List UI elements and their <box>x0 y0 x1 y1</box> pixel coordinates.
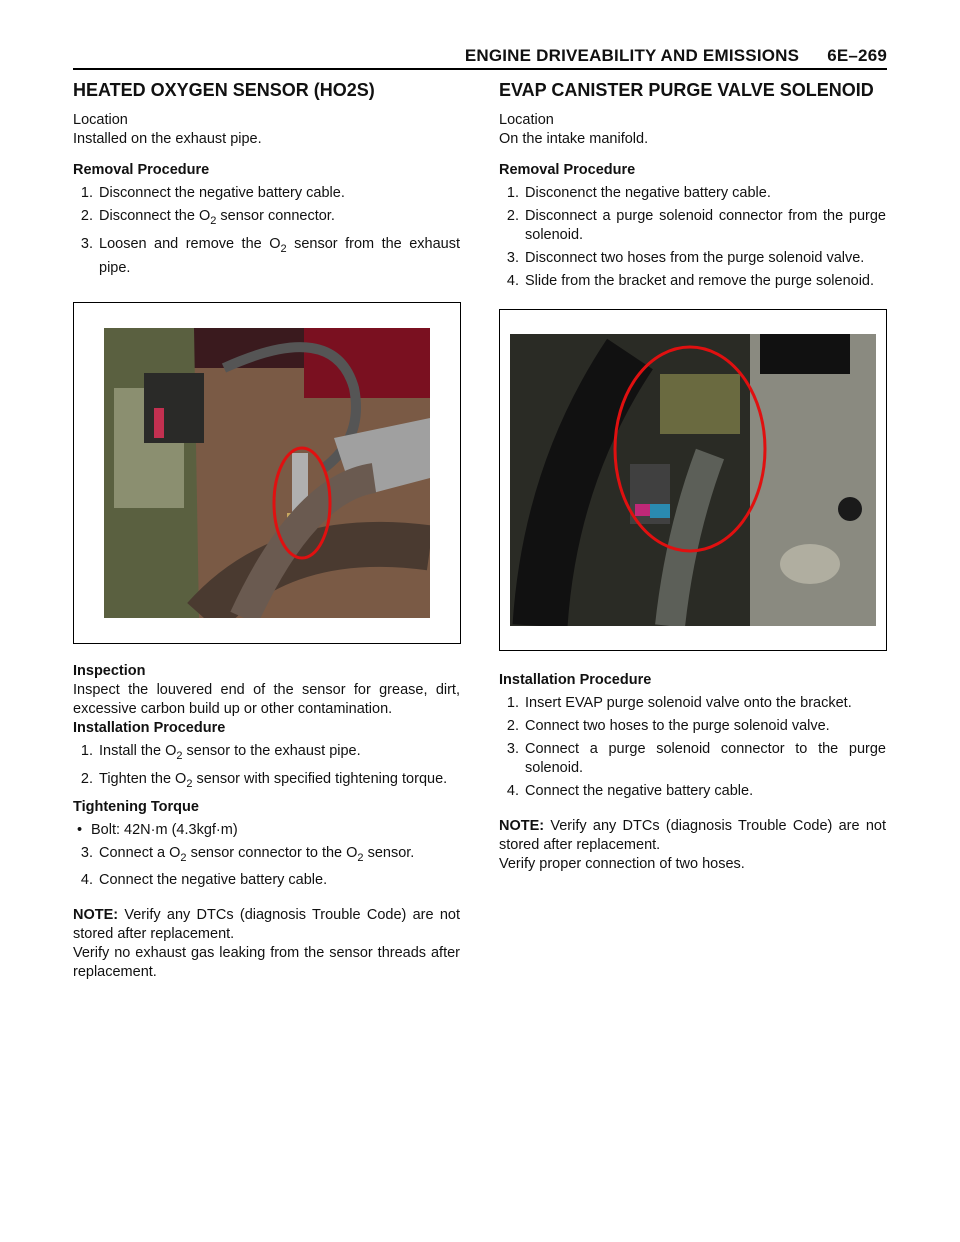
list-item: 4. Connect the negative battery cable. <box>80 872 328 889</box>
list-item: 3. Connect a $O_2$ sensor connector to the $O_2$ sensor. <box>80 844 415 864</box>
torque-title: Tightening Torque <box>73 798 199 815</box>
installation-steps <box>73 742 460 794</box>
section-heading-evap: EVAP CANISTER PURGE VALVE SOLENOID <box>499 80 874 100</box>
inspection-title: Inspection <box>73 662 146 679</box>
location-text: Installed on the exhaust pipe. <box>73 131 262 147</box>
list-item: 2. Disconnect the $O_2$ sensor connector. <box>80 208 335 227</box>
removal-steps <box>499 184 886 291</box>
list-item: 1. Disconenct the negative battery cable. <box>506 185 771 201</box>
installation-title: Installation Procedure <box>73 719 226 736</box>
list-item: 4. Connect the negative battery cable. <box>506 783 754 799</box>
removal-title: Removal Procedure <box>73 162 210 178</box>
installation-steps-cont <box>73 844 460 891</box>
location-label: Location <box>499 112 554 128</box>
evap-photo <box>510 334 876 626</box>
list-item: 2. Tighten the $O_2$ sensor with specified tightening torque. <box>80 770 448 790</box>
section-heading-ho2s: HEATED OXYGEN SENSOR (HO2S) <box>73 80 375 100</box>
list-item: 2. Disconnect a purge solenoid connector from the purge solenoid. <box>506 208 886 243</box>
header-title: ENGINE DRIVEABILITY AND EMISSIONS <box>464 46 800 65</box>
note: NOTE: Verify any DTCs (diagnosis Trouble Code) are not stored after replacement. <box>499 818 886 853</box>
removal-title: Removal Procedure <box>499 162 636 178</box>
list-item: 3. Connect a purge solenoid connector to the purge solenoid. <box>506 741 886 776</box>
page-number: 6E–269 <box>827 46 887 65</box>
list-item: 1. Insert EVAP purge solenoid valve onto the bracket. <box>506 695 852 711</box>
list-item: 4. Slide from the bracket and remove the purge solenoid. <box>506 273 875 289</box>
evap-photo-figure <box>499 309 887 651</box>
page-header <box>73 44 887 70</box>
note-text-2: Verify no exhaust gas leaking from the sensor threads after replacement. <box>73 945 460 981</box>
right-column <box>499 80 886 874</box>
list-item: 3. Disconnect two hoses from the purge solenoid valve. <box>506 250 865 266</box>
list-item: 1. Disconnect the negative battery cable. <box>80 185 345 201</box>
list-item: 3. Loosen and remove the $O_2$ sensor from the exhaust pipe. <box>80 235 460 276</box>
inspection-text: Inspect the louvered end of the sensor for grease, dirt, excessive carbon build up or other contamination. <box>73 681 460 717</box>
list-item: 2. Connect two hoses to the purge solenoid valve. <box>506 718 830 734</box>
note: NOTE: Verify any DTCs (diagnosis Trouble Code) are not stored after replacement. <box>73 907 460 943</box>
torque-item: • Bolt: 42N·m (4.3kgf·m) <box>77 821 238 838</box>
note-text-2: Verify proper connection of two hoses. <box>499 856 745 872</box>
ho2s-photo-figure <box>73 302 461 644</box>
list-item: 1. Install the $O_2$ sensor to the exhaust pipe. <box>80 742 361 762</box>
left-column <box>73 80 460 982</box>
ho2s-photo <box>104 328 430 618</box>
installation-steps <box>499 694 886 801</box>
location-text: On the intake manifold. <box>499 131 649 147</box>
removal-steps <box>73 184 460 278</box>
location-label: Location <box>73 112 128 128</box>
installation-title: Installation Procedure <box>499 672 652 688</box>
